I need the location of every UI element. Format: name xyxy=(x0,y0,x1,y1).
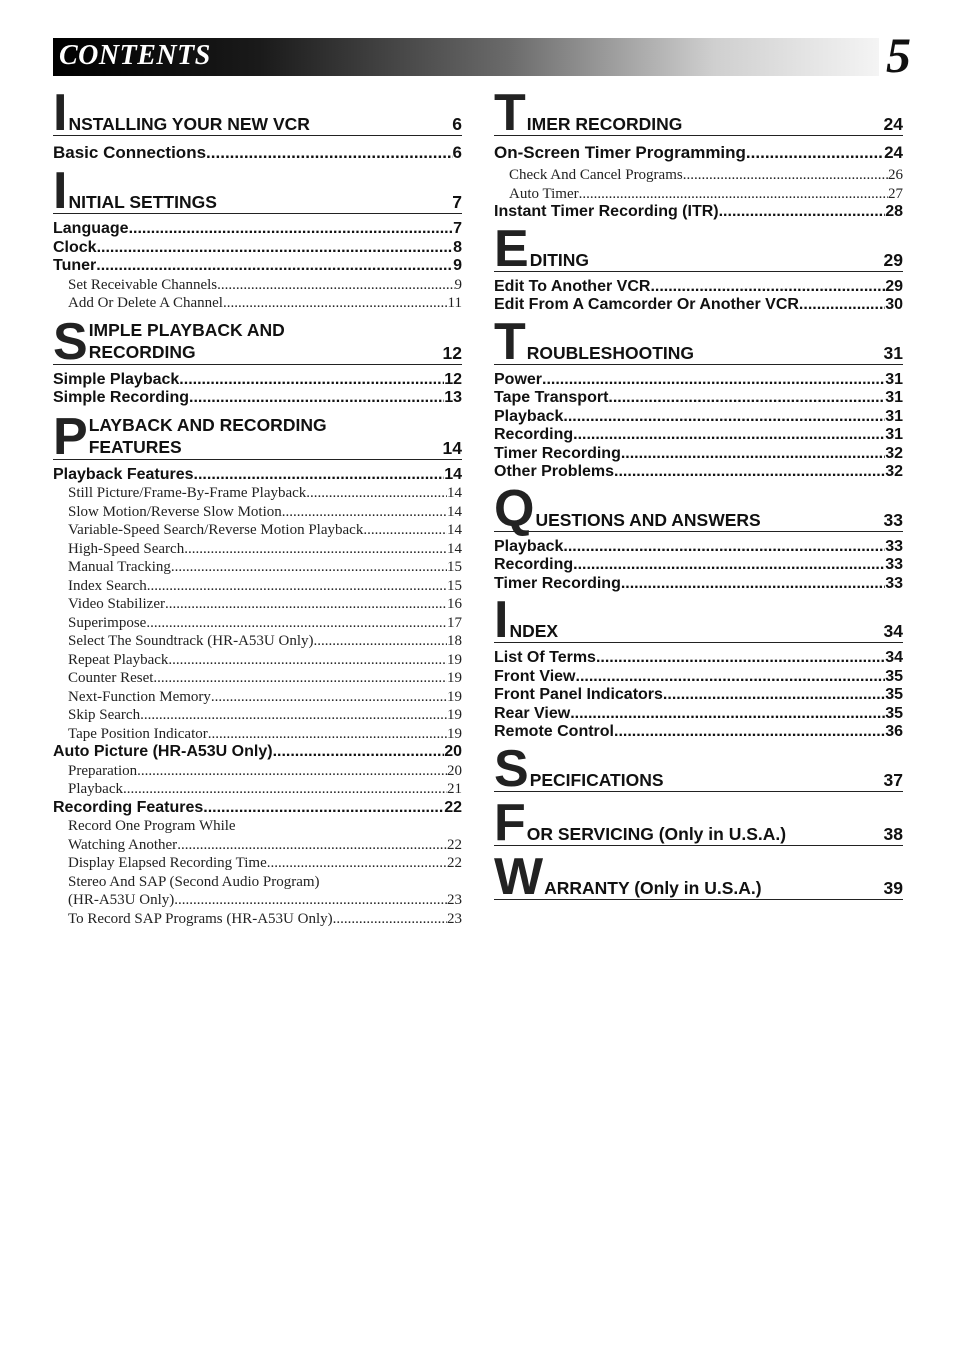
section-title-line: NITIAL SETTINGS xyxy=(68,192,217,212)
toc-entry-page: 33 xyxy=(885,574,903,592)
toc-entry-text: Set Receivable Channels xyxy=(68,276,218,293)
section-title xyxy=(544,878,883,898)
dot-leader xyxy=(570,705,885,724)
section-title xyxy=(509,621,883,641)
toc-entry-text: Simple Playback xyxy=(53,370,180,388)
dot-leader xyxy=(614,723,885,742)
section-title-line: ARRANTY (Only in U.S.A.) xyxy=(544,877,762,898)
section-entries xyxy=(494,371,903,482)
section-page-number: 12 xyxy=(442,342,462,363)
section-entries xyxy=(494,649,903,742)
toc-entry-edit-from-a-camcorder-or-another-vcr[interactable] xyxy=(494,296,903,315)
toc-entry-clock[interactable] xyxy=(53,239,462,258)
toc-entry-front-view[interactable] xyxy=(494,668,903,687)
toc-entry-page: 14 xyxy=(447,522,462,538)
toc-entry-page: 8 xyxy=(453,238,462,256)
toc-entry-text: Repeat Playback xyxy=(68,651,169,668)
toc-entry-text: Tape Position Indicator xyxy=(68,725,208,742)
toc-entry-page: 19 xyxy=(447,688,462,705)
toc-entry-manual-tracking[interactable] xyxy=(53,558,462,577)
toc-entry-text: Tape Transport xyxy=(494,389,609,406)
toc-entry-on-screen-timer-programming[interactable] xyxy=(494,142,903,164)
toc-entry-playback-features[interactable] xyxy=(53,466,462,485)
toc-entry-text: Add Or Delete A Channel xyxy=(68,295,223,311)
toc-entry-text: Index Search xyxy=(68,577,147,594)
section-title-line: IMER RECORDING xyxy=(526,114,683,134)
toc-entry-other-problems[interactable] xyxy=(494,463,903,482)
toc-entry-select-the-soundtrack-hr-a53u-only[interactable] xyxy=(53,632,462,651)
toc-entry-video-stabilizer[interactable] xyxy=(53,595,462,614)
toc-entry-auto-timer[interactable] xyxy=(494,185,903,204)
toc-entry-recording[interactable] xyxy=(494,556,903,575)
toc-entry-text: Language xyxy=(53,220,129,237)
toc-entry-page: 32 xyxy=(885,463,903,480)
toc-entry-text: Timer Recording xyxy=(494,574,621,592)
toc-entry-text: Select The Soundtrack (HR-A53U Only) xyxy=(68,633,314,649)
toc-entry-page: 36 xyxy=(885,723,903,740)
section-title xyxy=(530,770,884,790)
section-entries xyxy=(53,220,462,313)
dot-leader xyxy=(153,669,447,688)
section-title-line: LAYBACK AND RECORDING xyxy=(88,414,327,435)
section-spacer xyxy=(494,792,903,798)
dot-leader xyxy=(608,389,885,408)
toc-entry-page: 15 xyxy=(447,577,462,594)
dot-leader xyxy=(217,276,454,295)
toc-entry-index-search[interactable] xyxy=(53,577,462,596)
section-heading[interactable] xyxy=(494,591,903,649)
toc-entry-edit-to-another-vcr[interactable] xyxy=(494,278,903,297)
section-page-number: 24 xyxy=(883,114,903,134)
dot-leader xyxy=(314,632,447,651)
toc-entry-text: (HR-A53U Only) xyxy=(68,892,175,908)
toc-entry-auto-picture-hr-a53u-only[interactable] xyxy=(53,743,462,762)
section-title-line: NDEX xyxy=(509,621,559,641)
toc-entry-page: 30 xyxy=(885,296,903,313)
dot-leader xyxy=(203,799,444,818)
toc-entry-tuner[interactable] xyxy=(53,257,462,276)
toc-entry-text: Edit From A Camcorder Or Another VCR xyxy=(494,296,799,313)
section-title-line: PECIFICATIONS xyxy=(529,769,664,790)
dot-leader xyxy=(579,185,888,204)
toc-entry-page: 27 xyxy=(888,185,903,202)
section-spacer xyxy=(494,846,903,852)
dot-leader xyxy=(663,686,885,705)
dot-leader xyxy=(614,463,885,482)
dot-leader xyxy=(140,706,447,725)
toc-entry-text: Playback xyxy=(494,537,564,555)
toc-entry-text: Rear View xyxy=(494,704,571,722)
dot-leader xyxy=(206,142,452,164)
toc-entry-text: Watching Another xyxy=(68,836,178,853)
toc-entry-text: List Of Terms xyxy=(494,649,596,666)
toc-entry-text: Power xyxy=(494,370,543,388)
section-entries xyxy=(53,142,462,164)
toc-entry-text: Recording Features xyxy=(53,798,204,816)
toc-entry-page: 24 xyxy=(884,143,903,162)
toc-entry-page: 35 xyxy=(885,667,903,685)
dot-leader xyxy=(165,595,447,614)
toc-entry-page: 29 xyxy=(885,277,903,295)
drop-cap: P xyxy=(53,407,88,466)
toc-entry-page: 20 xyxy=(444,743,462,760)
toc-entry-page: 13 xyxy=(444,389,462,406)
toc-entry-page: 9 xyxy=(454,276,462,293)
toc-entry-page: 22 xyxy=(447,836,462,853)
section-page-number: 29 xyxy=(883,249,903,270)
dot-leader xyxy=(563,408,885,427)
toc-entry-text: Tuner xyxy=(53,257,97,274)
dot-leader xyxy=(177,836,447,855)
section-spacer xyxy=(494,900,903,906)
toc-entry-page: 14 xyxy=(447,503,462,520)
section-entries xyxy=(494,278,903,315)
toc-entry-text: Record One Program While xyxy=(68,818,236,834)
section-heading[interactable] xyxy=(494,312,903,371)
toc-entry-page: 19 xyxy=(447,707,462,723)
toc-entry-page: 34 xyxy=(885,649,903,666)
toc-entry-page: 15 xyxy=(447,559,462,575)
dot-leader xyxy=(189,389,444,408)
dot-leader xyxy=(576,668,886,687)
toc-entry-page: 19 xyxy=(447,670,462,686)
toc-entry-rear-view[interactable] xyxy=(494,705,903,724)
dot-leader xyxy=(168,651,447,670)
dot-leader xyxy=(621,445,885,464)
toc-entry-page: 22 xyxy=(444,798,462,816)
dot-leader xyxy=(223,294,448,313)
drop-cap: T xyxy=(494,84,526,142)
contents-header-bar xyxy=(53,38,879,76)
section-heading[interactable] xyxy=(494,793,903,852)
dot-leader xyxy=(194,466,445,485)
toc-entry-front-panel-indicators[interactable] xyxy=(494,686,903,705)
dot-leader xyxy=(208,725,447,744)
toc-entry-page: 19 xyxy=(447,725,462,742)
section-entries xyxy=(494,538,903,594)
toc-entry-page: 26 xyxy=(888,167,903,183)
toc-entry-page: 14 xyxy=(447,540,462,557)
dot-leader xyxy=(573,426,885,445)
toc-entry-language[interactable] xyxy=(53,220,462,239)
section-title-line: UESTIONS AND ANSWERS xyxy=(535,509,761,530)
toc-entry-repeat-playback[interactable] xyxy=(53,651,462,670)
toc-entry-text: On-Screen Timer Programming xyxy=(494,143,746,162)
toc-entry-text: Front Panel Indicators xyxy=(494,686,663,703)
toc-entry-basic-connections[interactable] xyxy=(53,142,462,164)
toc-entry-text: Variable-Speed Search/Reverse Motion Playback xyxy=(68,522,364,538)
section-title xyxy=(527,114,884,134)
toc-entry-text: Stereo And SAP (Second Audio Program) xyxy=(68,873,320,890)
toc-entry-timer-recording[interactable] xyxy=(494,445,903,464)
toc-entry-playback[interactable] xyxy=(494,538,903,557)
toc-entry-page: 33 xyxy=(885,537,903,555)
toc-entry-page: 16 xyxy=(447,596,462,612)
section-title xyxy=(527,343,884,363)
toc-entry-page: 22 xyxy=(447,855,462,871)
toc-entry-text: Skip Search xyxy=(68,707,141,723)
dot-leader xyxy=(129,220,454,239)
toc-entry-page: 23 xyxy=(447,910,462,927)
dot-leader xyxy=(621,575,885,594)
dot-leader xyxy=(146,614,447,633)
toc-entry-page: 21 xyxy=(447,781,462,797)
toc-entry-hr-a53u-only[interactable] xyxy=(53,891,462,910)
toc-entry-text: Auto Picture (HR-A53U Only) xyxy=(53,743,273,760)
dot-leader xyxy=(282,503,447,522)
section-page-number: 37 xyxy=(883,769,903,790)
section-heading[interactable] xyxy=(494,84,903,142)
toc-entry-text: Timer Recording xyxy=(494,444,621,462)
toc-entry-text: Recording xyxy=(494,556,574,573)
dot-leader xyxy=(273,743,445,762)
section-heading[interactable] xyxy=(494,219,903,278)
toc-entry-text: Next-Function Memory xyxy=(68,688,211,705)
toc-entry-playback[interactable] xyxy=(494,408,903,427)
toc-entry-page: 35 xyxy=(885,686,903,703)
section-title-line: NSTALLING YOUR NEW VCR xyxy=(68,114,310,134)
section-title xyxy=(68,192,452,212)
drop-cap: E xyxy=(494,219,529,278)
section-entries xyxy=(53,466,462,929)
dot-leader xyxy=(746,142,884,164)
toc-entry-text: Instant Timer Recording (ITR) xyxy=(494,203,719,220)
dot-leader xyxy=(683,166,888,185)
section-entries xyxy=(494,142,903,222)
toc-entry-page: 9 xyxy=(453,257,462,274)
toc-entry-display-elapsed-recording-time[interactable] xyxy=(53,854,462,873)
section-heading[interactable] xyxy=(53,162,462,220)
toc-entry-page: 14 xyxy=(447,485,462,501)
toc-entry-text: Preparation xyxy=(68,762,138,779)
toc-entry-record-one-program-while[interactable] xyxy=(53,817,462,836)
toc-entry-text: Video Stabilizer xyxy=(68,596,165,612)
dot-leader xyxy=(333,910,447,929)
section-page-number: 33 xyxy=(883,509,903,530)
toc-entry-page: 31 xyxy=(885,389,903,406)
toc-entry-page: 19 xyxy=(447,651,462,668)
dot-leader xyxy=(650,278,885,297)
toc-entry-text: Edit To Another VCR xyxy=(494,277,651,295)
toc-entry-text: Auto Timer xyxy=(509,185,579,202)
toc-entry-page: 6 xyxy=(452,143,462,162)
dot-leader xyxy=(267,854,447,873)
section-heading[interactable] xyxy=(494,739,903,798)
left-column xyxy=(53,84,462,934)
section-heading[interactable] xyxy=(494,479,903,538)
toc-entry-tape-position-indicator[interactable] xyxy=(53,725,462,744)
toc-entry-page: 20 xyxy=(447,762,462,779)
toc-entry-remote-control[interactable] xyxy=(494,723,903,742)
section-page-number: 34 xyxy=(883,621,903,641)
dot-leader xyxy=(363,521,447,540)
toc-entry-page: 31 xyxy=(885,370,903,388)
toc-entry-page: 31 xyxy=(885,426,903,443)
dot-leader xyxy=(123,780,447,799)
section-title xyxy=(530,250,884,270)
section-title-line: DITING xyxy=(529,249,589,270)
toc-entry-text: Simple Recording xyxy=(53,389,190,406)
toc-entry-text: Basic Connections xyxy=(53,143,207,162)
drop-cap: I xyxy=(53,162,68,220)
toc-entry-set-receivable-channels[interactable] xyxy=(53,276,462,295)
dot-leader xyxy=(573,556,885,575)
toc-entry-tape-transport[interactable] xyxy=(494,389,903,408)
contents-title: CONTENTS xyxy=(59,40,211,71)
toc-entry-stereo-and-sap-second-audio-program[interactable] xyxy=(53,873,462,892)
toc-entry-text: Counter Reset xyxy=(68,670,154,686)
drop-cap: S xyxy=(494,739,529,798)
section-page-number: 7 xyxy=(452,192,462,212)
toc-entry-text: Recording xyxy=(494,426,574,443)
toc-entry-check-and-cancel-programs[interactable] xyxy=(494,166,903,185)
dot-leader xyxy=(563,538,885,557)
section-title xyxy=(89,319,443,363)
toc-entry-page: 17 xyxy=(447,614,462,631)
dot-leader xyxy=(542,371,885,390)
toc-entry-text: To Record SAP Programs (HR-A53U Only) xyxy=(68,910,333,927)
section-title-line-2: RECORDING xyxy=(88,341,196,362)
toc-entry-watching-another[interactable] xyxy=(53,836,462,855)
toc-entry-text: Remote Control xyxy=(494,723,614,740)
drop-cap: F xyxy=(494,793,526,852)
dot-leader xyxy=(184,540,447,559)
toc-entry-recording[interactable] xyxy=(494,426,903,445)
toc-entry-page: 28 xyxy=(885,203,903,220)
toc-entry-page: 14 xyxy=(444,465,462,483)
dot-leader xyxy=(174,891,447,910)
section-heading[interactable] xyxy=(494,847,903,906)
dot-leader xyxy=(179,371,444,390)
dot-leader xyxy=(211,688,447,707)
section-title xyxy=(68,114,452,134)
toc-entry-simple-recording[interactable] xyxy=(53,389,462,408)
drop-cap: Q xyxy=(494,479,535,538)
toc-entry-page: 7 xyxy=(453,220,462,237)
section-page-number: 6 xyxy=(452,114,462,134)
toc-entry-text: Manual Tracking xyxy=(68,559,171,575)
toc-entry-power[interactable] xyxy=(494,371,903,390)
toc-entry-variable-speed-search-reverse-motion-playback[interactable] xyxy=(53,521,462,540)
toc-entry-playback[interactable] xyxy=(53,780,462,799)
toc-entry-list-of-terms[interactable] xyxy=(494,649,903,668)
toc-entry-to-record-sap-programs-hr-a53u-only[interactable] xyxy=(53,910,462,929)
section-page-number: 31 xyxy=(883,342,903,363)
dot-leader xyxy=(147,577,447,596)
toc-entry-page: 18 xyxy=(447,633,462,649)
section-page-number: 14 xyxy=(442,437,462,458)
section-entries xyxy=(53,371,462,408)
toc-entry-page: 31 xyxy=(885,407,903,425)
dot-leader xyxy=(96,257,453,276)
toc-entry-text: Still Picture/Frame-By-Frame Playback xyxy=(68,485,307,501)
section-heading[interactable] xyxy=(53,312,462,371)
drop-cap: W xyxy=(494,847,544,906)
toc-entry-simple-playback[interactable] xyxy=(53,371,462,390)
section-title xyxy=(527,824,884,844)
page-number: 5 xyxy=(886,27,911,83)
toc-entry-text: Superimpose xyxy=(68,614,147,631)
section-title xyxy=(89,414,443,458)
toc-entry-text: Other Problems xyxy=(494,463,615,480)
toc-entry-add-or-delete-a-channel[interactable] xyxy=(53,294,462,313)
section-title-line: OR SERVICING (Only in U.S.A.) xyxy=(526,823,787,844)
toc-entry-text: High-Speed Search xyxy=(68,540,185,557)
section-page-number: 39 xyxy=(883,877,903,898)
toc-entry-recording-features[interactable] xyxy=(53,799,462,818)
toc-entry-text: Front View xyxy=(494,667,576,685)
section-title-line-2: FEATURES xyxy=(88,436,182,457)
toc-entry-page: 11 xyxy=(447,295,462,311)
toc-entry-text: Display Elapsed Recording Time xyxy=(68,855,267,871)
toc-entry-instant-timer-recording-itr[interactable] xyxy=(494,203,903,222)
dot-leader xyxy=(171,558,447,577)
toc-entry-superimpose[interactable] xyxy=(53,614,462,633)
right-column xyxy=(494,84,903,906)
toc-entry-still-picture-frame-by-frame-playback[interactable] xyxy=(53,484,462,503)
toc-entry-page: 35 xyxy=(885,704,903,722)
toc-entry-text: Clock xyxy=(53,238,97,256)
section-heading[interactable] xyxy=(53,407,462,466)
drop-cap: I xyxy=(53,84,68,142)
drop-cap: S xyxy=(53,312,88,371)
toc-entry-timer-recording[interactable] xyxy=(494,575,903,594)
dot-leader xyxy=(799,296,885,315)
section-title-line: ROUBLESHOOTING xyxy=(526,342,694,363)
dot-leader xyxy=(97,239,454,258)
toc-entry-text: Playback Features xyxy=(53,465,194,483)
section-page-number: 38 xyxy=(883,823,903,844)
toc-entry-next-function-memory[interactable] xyxy=(53,688,462,707)
toc-entry-skip-search[interactable] xyxy=(53,706,462,725)
dot-leader xyxy=(596,649,885,668)
toc-entry-text: Slow Motion/Reverse Slow Motion xyxy=(68,503,282,520)
toc-entry-preparation[interactable] xyxy=(53,762,462,781)
toc-entry-high-speed-search[interactable] xyxy=(53,540,462,559)
section-title-line: IMPLE PLAYBACK AND xyxy=(88,319,285,340)
drop-cap: I xyxy=(494,591,509,649)
toc-entry-text: Check And Cancel Programs xyxy=(509,167,683,183)
dot-leader xyxy=(306,484,447,503)
toc-entry-text: Playback xyxy=(494,407,564,425)
toc-entry-text: Playback xyxy=(68,781,123,797)
section-title xyxy=(535,510,883,530)
toc-entry-page: 32 xyxy=(885,444,903,462)
dot-leader xyxy=(137,762,447,781)
toc-entry-counter-reset[interactable] xyxy=(53,669,462,688)
toc-entry-page: 33 xyxy=(885,556,903,573)
toc-entry-slow-motion-reverse-slow-motion[interactable] xyxy=(53,503,462,522)
toc-entry-page: 23 xyxy=(447,892,462,908)
toc-entry-page: 12 xyxy=(444,370,462,388)
dot-leader xyxy=(719,203,886,222)
section-heading[interactable] xyxy=(53,84,462,142)
drop-cap: T xyxy=(494,312,526,371)
